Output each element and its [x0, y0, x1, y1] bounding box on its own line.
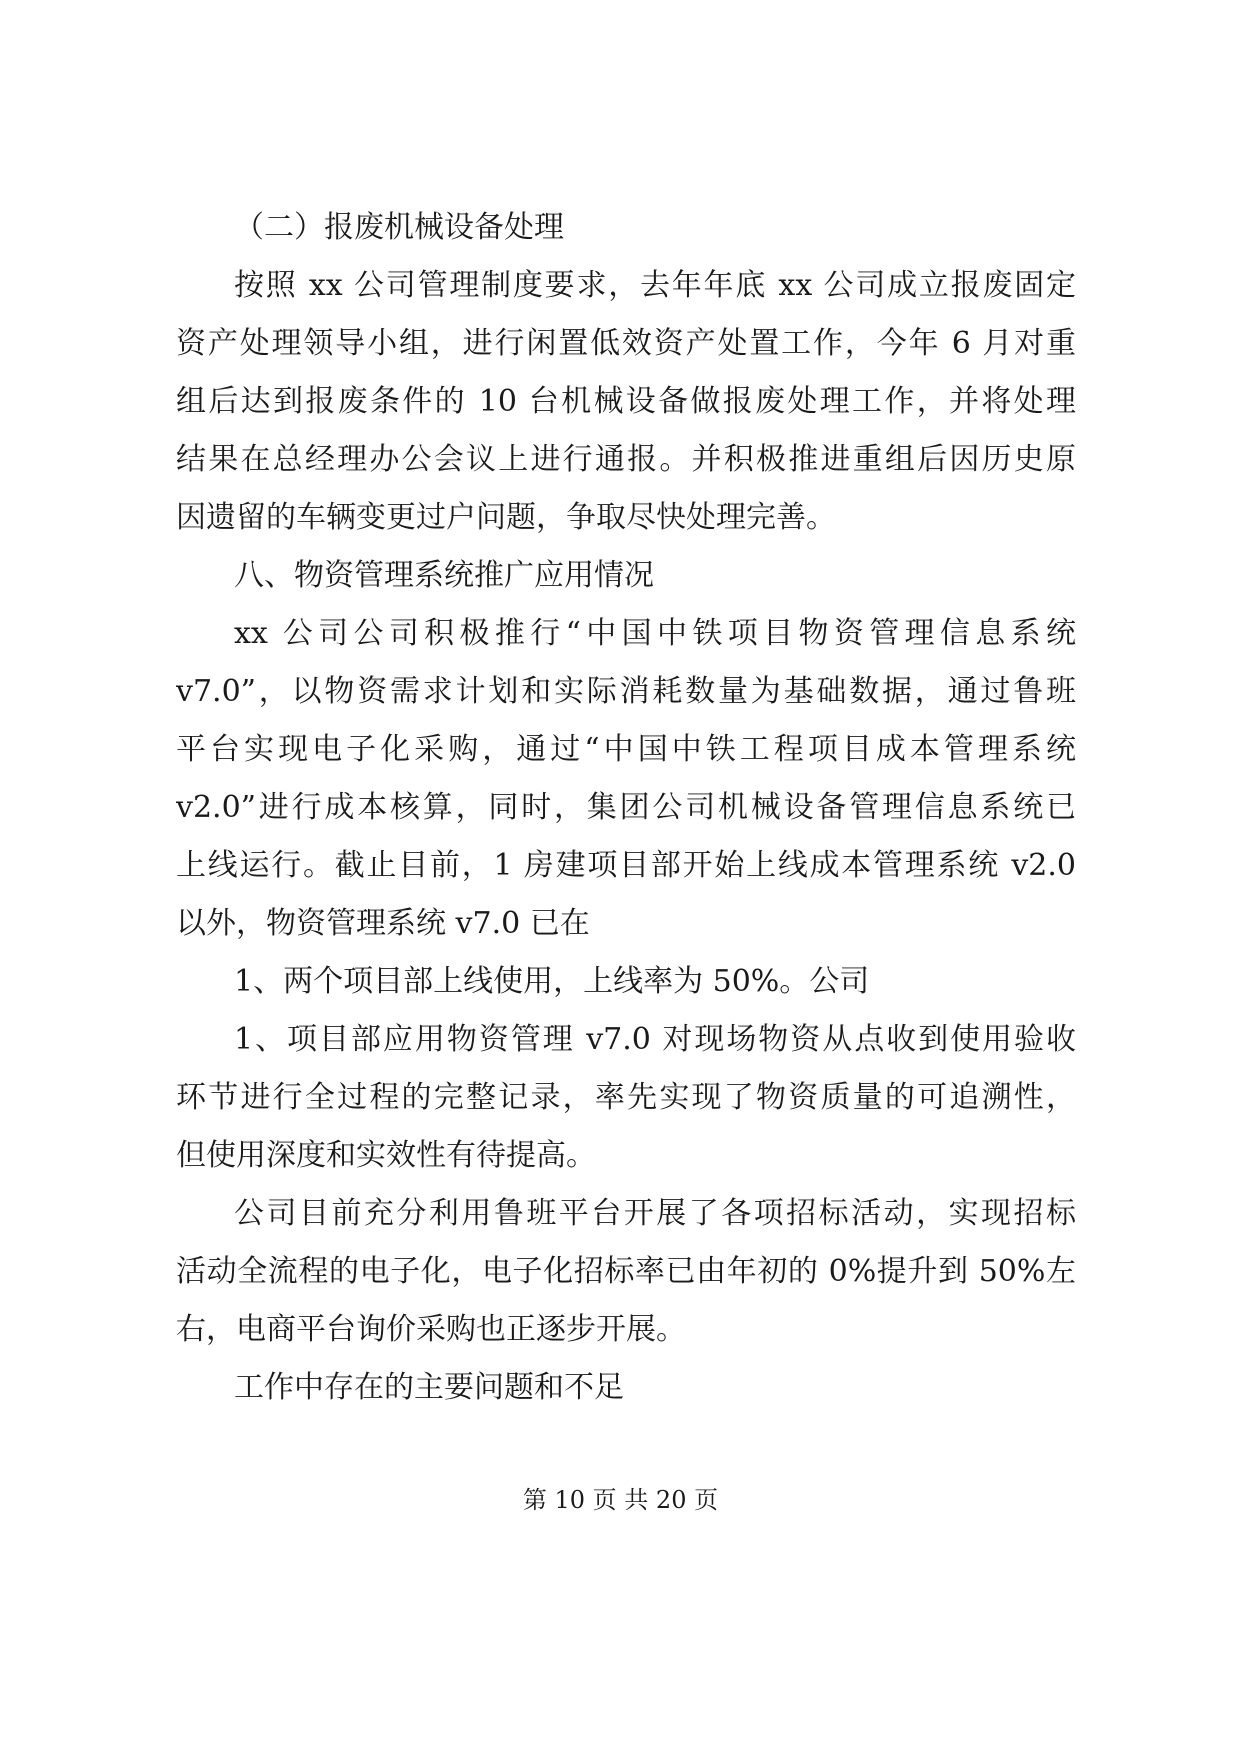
paragraph-line: v2.0”进行成本核算，同时，集团公司机械设备管理信息系统已: [176, 790, 1076, 825]
section-heading: 工作中存在的主要问题和不足: [234, 1370, 624, 1405]
paragraph-line: 结果在总经理办公会议上进行通报。并积极推进重组后因历史原: [176, 442, 1076, 477]
paragraph-line: 右，电商平台询价采购也正逐步开展。: [176, 1312, 686, 1347]
paragraph-line: 活动全流程的电子化，电子化招标率已由年初的 0%提升到 50%左: [176, 1254, 1076, 1289]
section-heading: 八、物资管理系统推广应用情况: [234, 558, 654, 593]
paragraph-line: 平台实现电子化采购，通过“中国中铁工程项目成本管理系统: [176, 732, 1076, 767]
paragraph-line: 1、两个项目部上线使用，上线率为 50%。公司: [234, 964, 870, 999]
section-heading: （二）报废机械设备处理: [234, 210, 564, 245]
paragraph-line: 公司目前充分利用鲁班平台开展了各项招标活动，实现招标: [234, 1196, 1076, 1231]
paragraph-line: 资产处理领导小组，进行闲置低效资产处置工作，今年 6 月对重: [176, 326, 1076, 361]
paragraph-line: xx 公司公司积极推行“中国中铁项目物资管理信息系统: [234, 616, 1076, 651]
paragraph-line: 1、项目部应用物资管理 v7.0 对现场物资从点收到使用验收: [234, 1022, 1076, 1057]
paragraph-line: 组后达到报废条件的 10 台机械设备做报废处理工作，并将处理: [176, 384, 1076, 419]
paragraph-line: 上线运行。截止目前，1 房建项目部开始上线成本管理系统 v2.0: [176, 848, 1076, 883]
paragraph-line: v7.0”，以物资需求计划和实际消耗数量为基础数据，通过鲁班: [176, 674, 1076, 709]
paragraph-line: 以外，物资管理系统 v7.0 已在: [176, 906, 590, 941]
paragraph-line: 环节进行全过程的完整记录，率先实现了物资质量的可追溯性，: [176, 1080, 1076, 1115]
paragraph-line: 因遗留的车辆变更过户问题，争取尽快处理完善。: [176, 500, 836, 535]
page-number-footer: 第 10 页 共 20 页: [522, 1486, 719, 1514]
paragraph-line: 按照 xx 公司管理制度要求，去年年底 xx 公司成立报废固定: [234, 268, 1076, 303]
paragraph-line: 但使用深度和实效性有待提高。: [176, 1138, 596, 1173]
